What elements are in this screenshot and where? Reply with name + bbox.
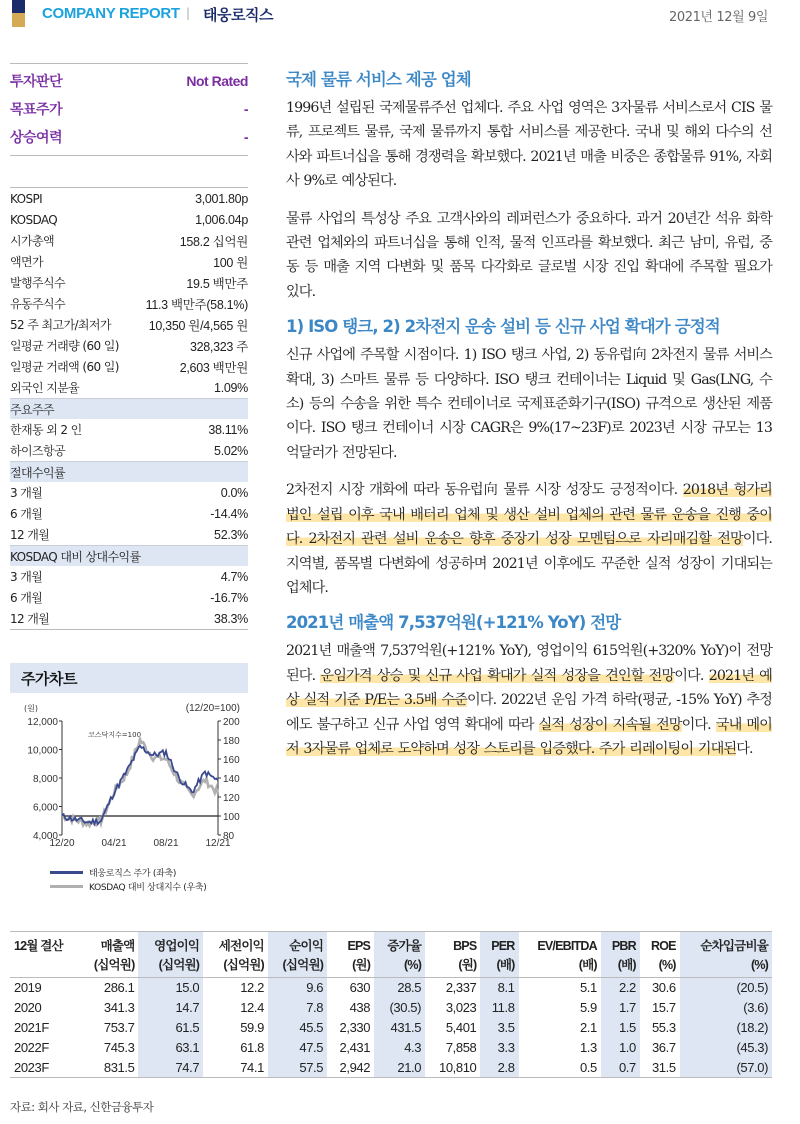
column-header: (십억원)	[79, 954, 138, 978]
relative-return-header: KOSDAQ 대비 상대수익률	[10, 545, 248, 566]
table-header-row	[10, 932, 772, 955]
return-label: 3 개월	[10, 570, 43, 584]
table-cell: 5,401	[445, 1020, 477, 1035]
svg-text:12,000: 12,000	[27, 717, 58, 728]
stat-value: 2,603 백만원	[179, 360, 248, 375]
report-header	[0, 0, 800, 30]
svg-text:12/20: 12/20	[49, 838, 75, 849]
shareholder-row	[10, 419, 248, 440]
table-cell: 2.8	[480, 1058, 518, 1078]
table-cell: 15.0	[138, 978, 203, 998]
svg-text:200: 200	[223, 717, 240, 728]
year-cell: 2021F	[14, 1020, 49, 1035]
table-cell: (57.0)	[680, 1058, 772, 1078]
absolute-return-header: 절대수익률	[10, 461, 248, 482]
return-label: 12 개월	[10, 612, 50, 626]
table-cell: 74.7	[138, 1058, 203, 1078]
section-heading: 1) ISO 탱크, 2) 2차전지 운송 설비 등 신규 사업 확대가 긍정적	[286, 317, 720, 337]
table-cell: 1.7	[601, 998, 640, 1018]
stat-value: 10,350 원/4,565 원	[148, 318, 248, 333]
return-row	[10, 503, 248, 524]
table-cell: 286.1	[103, 980, 135, 996]
left-sidebar	[10, 63, 248, 630]
column-header: BPS	[425, 932, 480, 955]
table-cell: 7.8	[268, 998, 327, 1018]
column-header: (배)	[601, 954, 640, 978]
table-cell: 7,858	[445, 1040, 477, 1055]
table-cell: 74.1	[203, 1058, 268, 1078]
column-header: (%)	[374, 954, 425, 978]
company-name: 태웅로직스	[203, 6, 273, 24]
table-cell: (20.5)	[680, 978, 772, 998]
stat-label: 일평균 거래량 (60 일)	[10, 339, 119, 353]
column-header: (원)	[327, 954, 374, 978]
stat-label: 52 주 최고가/최저가	[10, 318, 111, 332]
stat-row	[10, 188, 248, 209]
svg-text:160: 160	[223, 755, 240, 766]
year-cell: 2020	[14, 1000, 42, 1015]
stat-label: KOSPI	[10, 191, 43, 206]
stat-row	[10, 272, 248, 293]
svg-text:140: 140	[223, 774, 240, 785]
stat-label: KOSDAQ	[10, 212, 58, 227]
price-chart-title: 주가차트	[10, 663, 248, 693]
table-cell: 55.3	[651, 1020, 676, 1035]
upside-row	[10, 123, 248, 151]
upside-value: -	[243, 129, 248, 145]
price-chart	[10, 703, 248, 863]
stat-value: 158.2 십억원	[179, 234, 248, 249]
return-label: 3 개월	[10, 486, 43, 500]
legend-swatch-icon	[50, 885, 83, 888]
text-run: 2021년 매출액 7,537억원(+121% YoY), 영업이익 615억원(+320% YoY)이 전망된다.	[286, 643, 772, 684]
table-cell: 2,942	[327, 1058, 374, 1078]
svg-text:10,000: 10,000	[27, 745, 58, 757]
return-label: 6 개월	[10, 591, 43, 605]
shareholder-label: 하이즈항공	[10, 444, 65, 458]
svg-text:100: 100	[223, 812, 240, 823]
text-run: 물류 사업의 특성상 주요 고객사와의 레퍼런스가 중요하다. 과거 20년간 석유 화학 관련 업체와의 파트너십을 통해 인적, 물적 인프라를 확보했다. 최근 남미, 유럽, 중동 등 매출 지역 다변화 및 품목 다각화로 글로벌 시장 진입 확대에 주목할 필요가 있다.	[286, 210, 772, 300]
table-cell: 63.1	[138, 1038, 203, 1058]
column-header: (십억원)	[203, 954, 268, 978]
return-label: 12 개월	[10, 528, 50, 542]
stat-value: 11.3 백만주(58.1%)	[145, 297, 248, 312]
stat-label: 액면가	[10, 255, 43, 269]
major-shareholders-header: 주요주주	[10, 398, 248, 419]
column-header: 12월 결산	[10, 932, 79, 955]
shareholder-value: 38.11%	[208, 422, 248, 437]
text-run: 다.	[736, 740, 753, 757]
table-cell: 59.9	[240, 1020, 264, 1035]
table-cell: 1.0	[601, 1038, 640, 1058]
text-run: 1996년 설립된 국제물류주선 업체다. 주요 사업 영역은 3자물류 서비스로서 CIS 물류, 프로젝트 물류, 국제 물류까지 통합 서비스를 제공한다. 국내 및 해외 다수의 선사와 파트너십을 통해 경쟁력을 확보했다. 2021년 매출 비중은 종합물류 91%, 자회사 9%로 예상된다.	[286, 100, 773, 190]
column-header: EPS	[327, 932, 374, 955]
table-cell: 1.3	[579, 1040, 597, 1055]
table-cell: 10,810	[425, 1058, 480, 1078]
rating-label: 투자판단	[10, 74, 63, 90]
stock-stats-table	[10, 187, 248, 630]
relative-return-row	[10, 608, 248, 629]
column-header: 매출액	[79, 932, 138, 955]
table-header-row	[10, 954, 772, 978]
year-cell: 2022F	[14, 1040, 49, 1055]
highlighted-text: 실적 성장이 지속될 전망	[538, 716, 682, 733]
table-cell: 31.5	[640, 1058, 680, 1078]
table-cell: 3,023	[445, 1000, 477, 1015]
table-cell: (3.6)	[680, 998, 772, 1018]
report-body	[286, 67, 772, 761]
text-run: 이다.	[681, 716, 716, 733]
body-paragraph	[286, 207, 772, 305]
table-cell: 61.8	[240, 1040, 264, 1055]
table-cell: 2,337	[445, 980, 477, 996]
table-source-note: 자료: 회사 자료, 신한금융투자	[10, 1100, 154, 1114]
legend-label: 태웅로직스 주가 (좌축)	[89, 868, 177, 879]
table-cell: 12.2	[240, 980, 264, 996]
table-cell: 36.7	[651, 1040, 676, 1055]
table-cell: 438	[349, 1000, 371, 1015]
table-cell: 28.5	[374, 978, 425, 998]
column-header: (십억원)	[138, 954, 203, 978]
return-value: -14.4%	[210, 506, 248, 521]
table-cell: 9.6	[268, 978, 327, 998]
rating-box	[10, 63, 248, 156]
highlighted-text: 국내 메이저 3자물류 업체로 도약하며 성장 스토리를 입증했다. 주가 리레이팅이 기대된	[286, 716, 772, 757]
stat-value: 1.09%	[214, 380, 248, 395]
svg-text:8,000: 8,000	[32, 774, 58, 785]
table-cell: 61.5	[138, 1018, 203, 1038]
logo-bar-gold	[12, 13, 25, 27]
logo-bar-navy	[12, 0, 25, 13]
stat-value: 100 원	[213, 255, 248, 270]
column-header: EV/EBITDA	[519, 932, 601, 955]
target-price-row	[10, 95, 248, 123]
table-cell: 47.5	[268, 1038, 327, 1058]
column-header	[10, 954, 79, 978]
table-cell: 431.5	[374, 1018, 425, 1038]
highlighted-text: 운임가격 상승 및 신규 사업 확대가 실적 성장을 견인할 전망	[320, 667, 675, 684]
svg-text:(원): (원)	[24, 704, 38, 713]
table-row	[10, 1058, 772, 1078]
stat-row	[10, 356, 248, 377]
shareholder-row	[10, 440, 248, 461]
table-cell: 0.7	[601, 1058, 640, 1078]
table-cell: 630	[349, 980, 371, 996]
relative-return-row	[10, 566, 248, 587]
upside-label: 상승여력	[10, 130, 63, 146]
text-run: 이다. 지역별, 품목별 다변화에 성공하며 2021년 이후에도 꾸준한 실적 성장이 기대되는 업체다.	[286, 531, 772, 596]
stat-value: 1,006.04p	[195, 212, 248, 227]
table-cell: 341.3	[103, 1000, 135, 1015]
svg-text:코스닥지수=100: 코스닥지수=100	[88, 731, 142, 739]
column-header: 세전이익	[203, 932, 268, 955]
column-header: PBR	[601, 932, 640, 955]
shareholder-value: 5.02%	[214, 443, 248, 458]
svg-text:08/21: 08/21	[153, 838, 179, 849]
column-header: (배)	[519, 954, 601, 978]
stat-row	[10, 314, 248, 335]
shareholder-label: 한재동 외 2 인	[10, 423, 82, 437]
return-value: 4.7%	[220, 569, 248, 584]
price-chart-panel	[10, 663, 248, 893]
stat-label: 일평균 거래액 (60 일)	[10, 360, 119, 374]
table-row	[10, 1018, 772, 1038]
text-run: 신규 사업에 주목할 시점이다. 1) ISO 탱크 사업, 2) 동유럽向 2차전지 물류 서비스 확대, 3) 스마트 물류 등 다양하다. ISO 탱크 컨테이너는 Liquid 및 Gas(LNG, 수소) 등의 수송을 위한 특수 컨테이너로 국제표준화기구(ISO) 규격으로 생산된 제품이다. ISO 탱크 컨테이너 시장 CAGR은 9%(17~23F)로 2023년 시장 규모는 13억달러가 전망된다.	[286, 347, 772, 461]
body-paragraph	[286, 639, 772, 761]
column-header: 순이익	[268, 932, 327, 955]
report-date: 2021년 12월 9일	[668, 10, 768, 25]
table-cell: 15.7	[651, 1000, 676, 1015]
table-cell: 831.5	[79, 1058, 138, 1078]
column-header: 영업이익	[138, 932, 203, 955]
stat-value: 328,323 주	[189, 339, 248, 354]
return-value: 52.3%	[214, 527, 248, 542]
text-run: 이다. 2022년 운임 가격 하락(평균, -15% YoY) 추정에도 불구하고 신규 사업 영역 확대에 따라	[286, 692, 772, 733]
return-value: -16.7%	[210, 590, 248, 605]
table-cell: 14.7	[138, 998, 203, 1018]
financial-summary-table	[10, 931, 772, 1078]
svg-text:180: 180	[223, 736, 240, 747]
stat-row	[10, 335, 248, 356]
table-cell: 45.5	[268, 1018, 327, 1038]
body-paragraph	[286, 343, 772, 465]
year-cell: 2019	[14, 980, 42, 996]
table-cell: 2,330	[339, 1020, 371, 1035]
table-cell: 753.7	[103, 1020, 135, 1035]
section-heading: 국제 물류 서비스 제공 업체	[286, 70, 471, 89]
text-run: 2차전지 시장 개화에 따라 동유럽向 물류 시장 성장도 긍정적이다.	[286, 482, 683, 499]
table-cell: 12.4	[240, 1000, 264, 1015]
highlighted-text: 2018년 헝가리 법인 설립 이후 국내 배터리 업체 및 생산 설비 업체의 관련 물류 운송을 진행 중이다. 2차전지 관련 설비 운송은 향후 중장기 성장 모멘텀으로 자리매김할 전망	[286, 482, 772, 548]
table-cell: (18.2)	[680, 1018, 772, 1038]
table-cell: 5.9	[579, 1000, 597, 1015]
svg-text:80: 80	[223, 831, 235, 842]
table-cell: 2.1	[579, 1020, 597, 1035]
table-cell: 2.2	[601, 978, 640, 998]
column-header: 증가율	[374, 932, 425, 955]
highlighted-text: 2021년 예상 실적 기준 P/E는 3.5배 수준	[286, 667, 772, 709]
table-cell: 3.5	[480, 1018, 518, 1038]
column-header: (배)	[480, 954, 518, 978]
return-row	[10, 482, 248, 503]
table-cell: 3.3	[480, 1038, 518, 1058]
table-cell: 11.8	[480, 998, 518, 1018]
stat-label: 유동주식수	[10, 297, 65, 311]
report-type: COMPANY REPORT	[42, 5, 180, 22]
table-cell: (30.5)	[374, 998, 425, 1018]
chart-legend	[50, 865, 248, 893]
svg-text:120: 120	[223, 793, 240, 804]
table-cell: 4.3	[374, 1038, 425, 1058]
table-cell: 8.1	[480, 978, 518, 998]
stat-row	[10, 209, 248, 230]
stat-row	[10, 230, 248, 251]
stat-row	[10, 251, 248, 272]
stat-row	[10, 293, 248, 314]
table-cell: 1.5	[601, 1018, 640, 1038]
column-header: (십억원)	[268, 954, 327, 978]
table-row	[10, 1038, 772, 1058]
svg-text:(12/20=100): (12/20=100)	[185, 703, 240, 714]
table-row	[10, 998, 772, 1018]
return-row	[10, 524, 248, 545]
table-row	[10, 978, 772, 998]
relative-return-row	[10, 587, 248, 608]
column-header: PER	[480, 932, 518, 955]
stat-row	[10, 377, 248, 398]
stat-label: 시가총액	[10, 234, 54, 248]
svg-text:6,000: 6,000	[32, 802, 58, 814]
legend-swatch-icon	[50, 871, 83, 874]
table-cell: 5.1	[579, 980, 597, 996]
column-header: (원)	[425, 954, 480, 978]
rating-row	[10, 67, 248, 95]
legend-item-price	[50, 865, 248, 879]
column-header: (%)	[680, 954, 772, 978]
legend-item-relative	[50, 879, 248, 893]
svg-text:04/21: 04/21	[101, 838, 127, 849]
table-cell: 21.0	[374, 1058, 425, 1078]
stat-label: 외국인 지분율	[10, 381, 80, 395]
return-label: 6 개월	[10, 507, 43, 521]
column-header: (%)	[640, 954, 680, 978]
stat-value: 19.5 백만주	[186, 276, 248, 291]
table-cell: 2,431	[339, 1040, 371, 1055]
target-price-value: -	[243, 101, 248, 117]
return-value: 0.0%	[220, 485, 248, 500]
svg-text:4,000: 4,000	[32, 831, 58, 842]
text-run: 이다.	[674, 667, 709, 684]
header-separator: |	[186, 6, 191, 20]
table-cell: 30.6	[651, 980, 676, 996]
body-paragraph	[286, 96, 772, 194]
column-header: 순차입금비율	[680, 932, 772, 955]
table-cell: 745.3	[103, 1040, 135, 1055]
rating-value: Not Rated	[186, 73, 248, 89]
year-cell: 2023F	[10, 1058, 79, 1078]
stat-value: 3,001.80p	[195, 191, 248, 206]
return-value: 38.3%	[214, 611, 248, 626]
target-price-label: 목표주가	[10, 102, 63, 118]
table-cell: 0.5	[519, 1058, 601, 1078]
stat-label: 발행주식수	[10, 276, 65, 290]
column-header: ROE	[640, 932, 680, 955]
body-paragraph	[286, 478, 772, 600]
section-heading: 2021년 매출액 7,537억원(+121% YoY) 전망	[286, 613, 621, 633]
table-cell: (45.3)	[680, 1038, 772, 1058]
legend-label: KOSDAQ 대비 상대지수 (우축)	[89, 882, 207, 893]
table-cell: 57.5	[268, 1058, 327, 1078]
svg-text:12/21: 12/21	[205, 838, 231, 849]
